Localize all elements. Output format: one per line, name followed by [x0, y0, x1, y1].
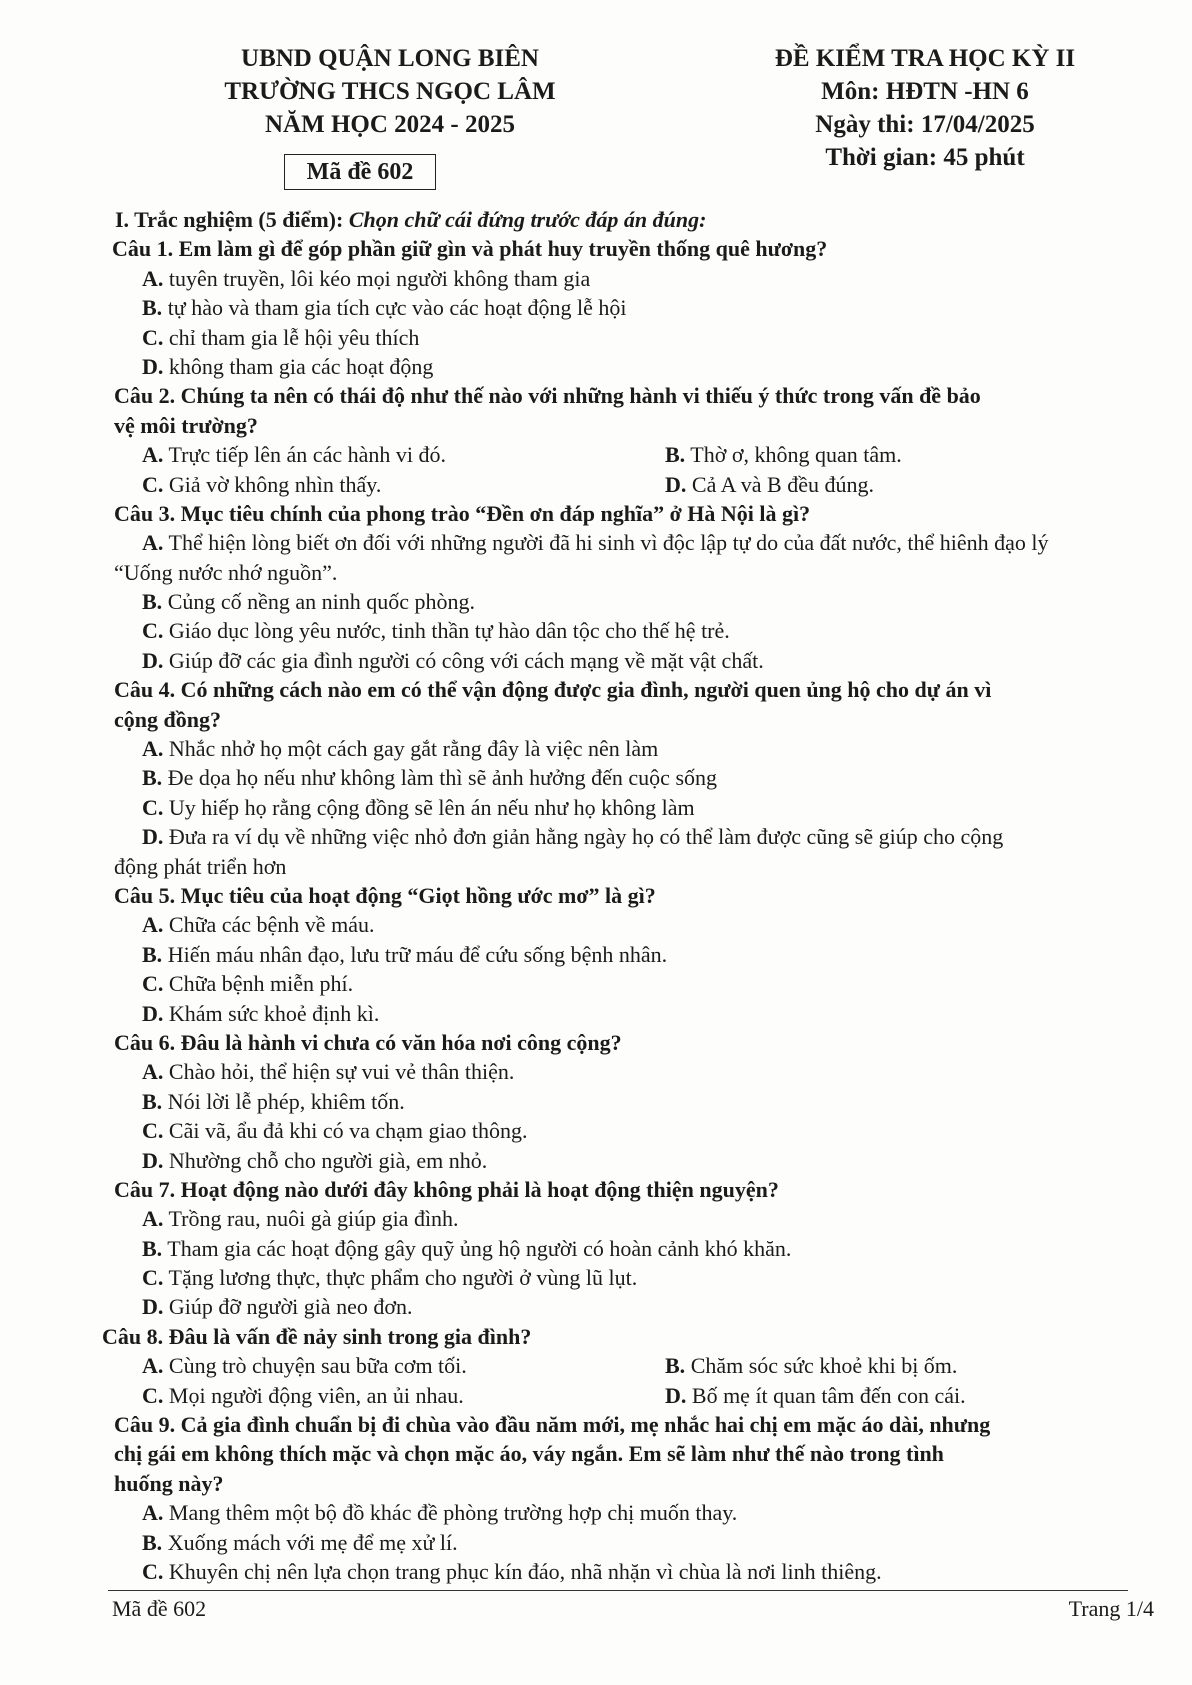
- option-3c: C. Giáo dục lòng yêu nước, tinh thần tự hào dân tộc cho thế hệ trẻ.: [142, 618, 730, 644]
- option-7b: B. Tham gia các hoạt động gây quỹ ủng hộ người có hoàn cảnh khó khăn.: [142, 1235, 792, 1261]
- option-9a: A. Mang thêm một bộ đồ khác đề phòng trường hợp chị muốn thay.: [142, 1500, 738, 1526]
- question-9-cont2: huống này?: [114, 1470, 224, 1496]
- option-row-2cd: [0, 470, 1192, 499]
- option-6d: D. Nhường chỗ cho người già, em nhỏ.: [142, 1147, 488, 1173]
- question-6: Câu 6. Đâu là hành vi chưa có văn hóa nơi công cộng?: [114, 1029, 622, 1055]
- option-9c: C. Khuyên chị nên lựa chọn trang phục kín đáo, nhã nhặn vì chùa là nơi linh thiêng.: [142, 1558, 882, 1584]
- exam-duration: Thời gian: 45 phút: [825, 144, 1025, 171]
- option-4b: B. Đe dọa họ nếu như không làm thì sẽ ảnh hưởng đến cuộc sống: [142, 765, 718, 791]
- school-name: TRƯỜNG THCS NGỌC LÂM: [224, 78, 556, 105]
- question-2-cont: vệ môi trường?: [114, 412, 258, 438]
- option-8c: C. Mọi người động viên, an ủi nhau.: [142, 1382, 464, 1408]
- option-6a: A. Chào hỏi, thể hiện sự vui vẻ thân thiện.: [142, 1059, 515, 1085]
- option-1c: C. chỉ tham gia lễ hội yêu thích: [142, 324, 420, 350]
- question-9: Câu 9. Cả gia đình chuẩn bị đi chùa vào đầu năm mới, mẹ nhắc hai chị em mặc áo dài, nhưng: [114, 1412, 991, 1438]
- option-4a: A. Nhắc nhở họ một cách gay gắt rằng đây là việc nên làm: [142, 736, 659, 762]
- option-1b: B. tự hào và tham gia tích cực vào các hoạt động lễ hội: [142, 295, 627, 321]
- option-5b: B. Hiến máu nhân đạo, lưu trữ máu để cứu sống bệnh nhân.: [142, 941, 668, 967]
- option-8a: A. Cùng trò chuyện sau bữa cơm tối.: [142, 1353, 467, 1379]
- option-4c: C. Uy hiếp họ rằng cộng đồng sẽ lên án nếu như họ không làm: [142, 794, 695, 820]
- option-4d: D. Đưa ra ví dụ về những việc nhỏ đơn giản hằng ngày họ có thể làm được cũng sẽ giúp cho cộng: [142, 824, 1004, 850]
- option-row-8ab: [0, 1351, 1192, 1380]
- option-9b: B. Xuống mách với mẹ để mẹ xử lí.: [142, 1529, 458, 1555]
- option-4d-cont: động phát triển hơn: [114, 853, 287, 879]
- option-1a: A. tuyên truyền, lôi kéo mọi người không tham gia: [142, 265, 591, 291]
- school-header: [190, 42, 590, 141]
- option-5d: D. Khám sức khoẻ định kì.: [142, 1000, 380, 1026]
- option-row-8cd: [0, 1381, 1192, 1410]
- district-name: UBND QUẬN LONG BIÊN: [241, 45, 539, 72]
- option-5c: C. Chữa bệnh miễn phí.: [142, 971, 354, 997]
- footer-exam-code: Mã đề 602: [112, 1596, 207, 1621]
- section-title: I. Trắc nghiệm (5 điểm): Chọn chữ cái đứng trước đáp án đúng:: [115, 207, 707, 232]
- option-3b: B. Củng cố nềng an ninh quốc phòng.: [142, 589, 476, 615]
- option-6c: C. Cãi vã, ẩu đả khi có va chạm giao thông.: [142, 1118, 528, 1144]
- school-year: NĂM HỌC 2024 - 2025: [265, 111, 515, 138]
- option-3a: A. Thể hiện lòng biết ơn đối với những người đã hi sinh vì độc lập tự do của đất nước, thể hiênh đạo lý: [142, 530, 1049, 556]
- exam-title: ĐỀ KIỂM TRA HỌC KỲ II: [774, 45, 1076, 72]
- question-4-cont: cộng đồng?: [114, 706, 221, 732]
- option-8b: B. Chăm sóc sức khoẻ khi bị ốm.: [665, 1353, 958, 1379]
- option-5a: A. Chữa các bệnh về máu.: [142, 912, 375, 938]
- option-row-2ab: [0, 440, 1192, 469]
- exam-content: [0, 205, 1192, 1586]
- option-6b: B. Nói lời lễ phép, khiêm tốn.: [142, 1088, 405, 1114]
- option-7a: A. Trồng rau, nuôi gà giúp gia đình.: [142, 1206, 459, 1232]
- option-3d: D. Giúp đỡ các gia đình người có công với cách mạng về mặt vật chất.: [142, 647, 764, 673]
- option-2a: A. Trực tiếp lên án các hành vi đó.: [142, 442, 446, 468]
- option-8d: D. Bố mẹ ít quan tâm đến con cái.: [665, 1382, 966, 1408]
- question-7: Câu 7. Hoạt động nào dưới đây không phải là hoạt động thiện nguyện?: [114, 1176, 779, 1202]
- question-9-cont: chị gái em không thích mặc và chọn mặc áo, váy ngắn. Em sẽ làm như thế nào trong tình: [114, 1441, 944, 1467]
- option-3a-cont: “Uống nước nhớ nguồn”.: [114, 559, 338, 585]
- exam-code-box: Mã đề 602: [284, 154, 436, 190]
- question-2: Câu 2. Chúng ta nên có thái độ như thế nào với những hành vi thiếu ý thức trong vấn đề bảo: [114, 383, 981, 409]
- option-7c: C. Tặng lương thực, thực phẩm cho người ở vùng lũ lụt.: [142, 1265, 638, 1291]
- section-instruction: Chọn chữ cái đứng trước đáp án đúng:: [348, 207, 707, 232]
- question-5: Câu 5. Mục tiêu của hoạt động “Giọt hồng ước mơ” là gì?: [114, 882, 656, 908]
- option-1d: D. không tham gia các hoạt động: [142, 353, 434, 379]
- footer-page-number: Trang 1/4: [1068, 1596, 1154, 1621]
- option-2c: C. Giả vờ không nhìn thấy.: [142, 471, 382, 497]
- exam-subject: Môn: HĐTN -HN 6: [821, 78, 1029, 105]
- exam-date: Ngày thi: 17/04/2025: [815, 111, 1035, 138]
- question-1: Câu 1. Em làm gì để góp phần giữ gìn và phát huy truyền thống quê hương?: [112, 236, 828, 262]
- question-8: Câu 8. Đâu là vấn đề nảy sinh trong gia đình?: [102, 1323, 532, 1349]
- option-2b: B. Thờ ơ, không quan tâm.: [665, 442, 902, 468]
- footer-divider: [108, 1590, 1128, 1591]
- option-7d: D. Giúp đỡ người già neo đơn.: [142, 1294, 413, 1320]
- exam-header: [705, 42, 1145, 174]
- question-4: Câu 4. Có những cách nào em có thể vận động được gia đình, người quen ủng hộ cho dự án vì: [114, 677, 992, 703]
- option-2d: D. Cả A và B đều đúng.: [665, 471, 874, 497]
- question-3: Câu 3. Mục tiêu chính của phong trào “Đền ơn đáp nghĩa” ở Hà Nội là gì?: [114, 500, 811, 526]
